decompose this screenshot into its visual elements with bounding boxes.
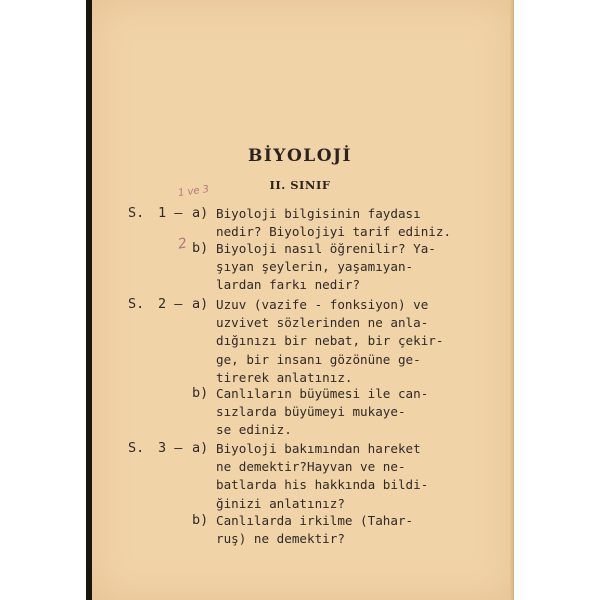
text-line: Uzuv (vazife - fonksiyon) ve: [216, 297, 429, 312]
part-letter: a): [192, 440, 209, 456]
page-title: BİYOLOJİ: [247, 146, 353, 166]
text-line: ğinizi anlatınız?: [216, 495, 345, 511]
handwritten-note: 1 ve 3: [177, 183, 210, 200]
text-line: Biyoloji bilgisinin faydası: [216, 206, 421, 221]
page-subtitle: II. SINIF: [269, 178, 331, 192]
question-text: [216, 205, 456, 241]
text-line: lardan farkı nedir?: [216, 277, 361, 293]
question-number: 1 —: [158, 205, 183, 221]
part-letter: b): [192, 512, 209, 528]
text-line: ruş) ne demektir?: [216, 531, 345, 547]
text-line: ge, bir insanı gözönüne ge-: [216, 351, 421, 367]
question-text: [216, 385, 456, 440]
text-line: tirerek anlatınız.: [216, 369, 353, 385]
text-line: sızlarda büyümeyi mukaye-: [216, 404, 406, 420]
part-letter: a): [192, 296, 209, 312]
question-text: [216, 440, 456, 513]
question-label: S.: [128, 296, 145, 312]
text-line: Biyoloji nasıl öğrenilir? Ya-: [216, 241, 436, 256]
text-line: ne demektir?Hayvan ve ne-: [216, 459, 406, 475]
question-number: 3 —: [158, 440, 183, 456]
text-line: uzvivet sözlerinden ne anla-: [216, 315, 429, 331]
question-text: [216, 296, 456, 387]
text-line: nedir? Biyolojiyi tarif ediniz.: [216, 224, 452, 240]
text-line: Biyoloji bakımından hareket: [216, 441, 421, 456]
text-line: şıyan şeylerin, yaşamıyan-: [216, 259, 414, 275]
handwritten-number: 2: [176, 235, 189, 253]
question-text: [216, 512, 456, 548]
question-label: S.: [128, 440, 145, 456]
question-text: [216, 240, 456, 295]
part-letter: b): [192, 385, 209, 401]
text-line: Canlılarda irkilme (Tahar-: [216, 513, 414, 528]
text-line: Canlıların büyümesi ile can-: [216, 386, 429, 401]
part-letter: a): [192, 205, 209, 221]
text-line: dığınızı bir nebat, bir çekir-: [216, 333, 444, 349]
question-number: 2 —: [158, 296, 183, 312]
question-label: S.: [128, 205, 145, 221]
text-line: batlarda his hakkında bildi-: [216, 477, 429, 493]
part-letter: b): [192, 240, 209, 256]
text-line: se ediniz.: [216, 422, 292, 438]
